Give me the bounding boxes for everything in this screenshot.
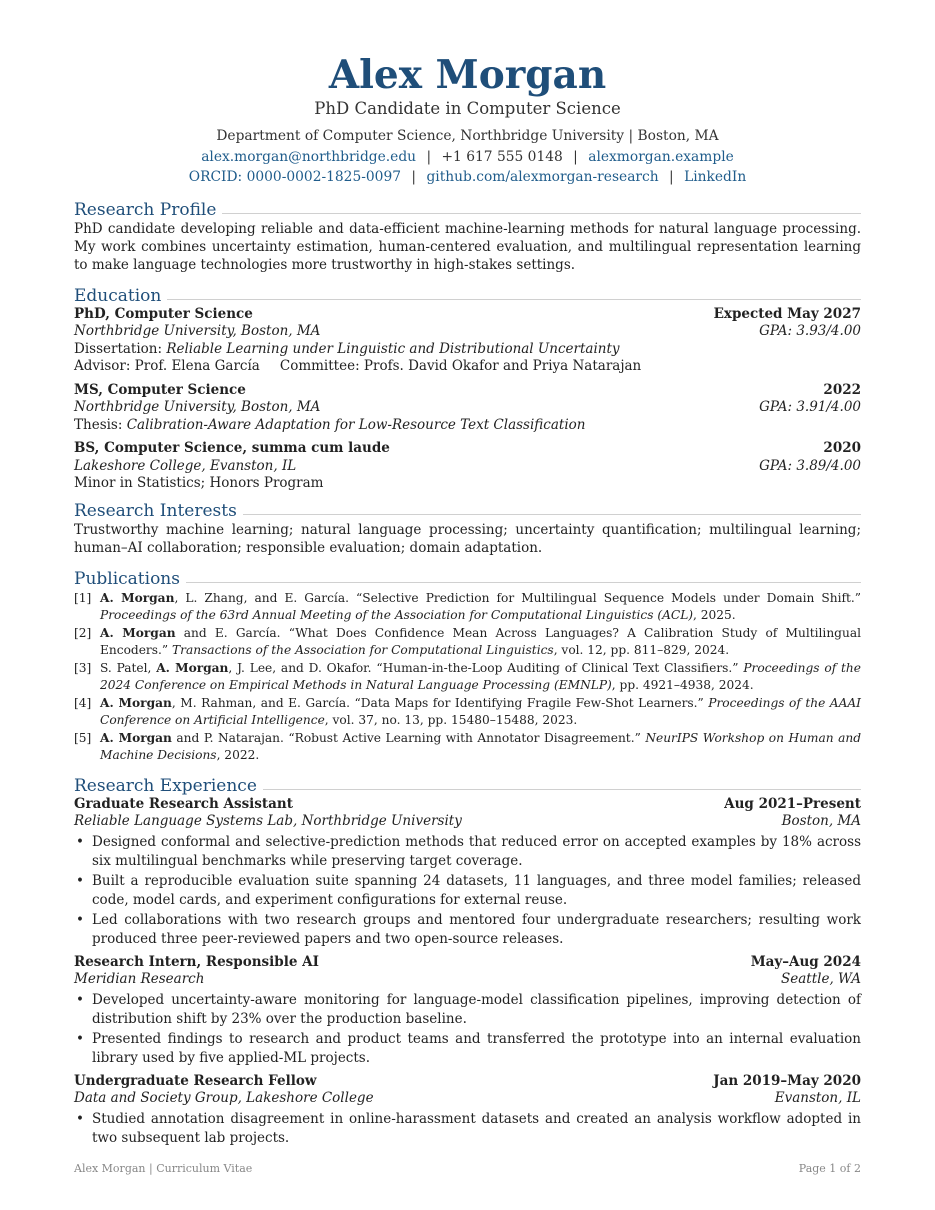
section-heading <box>74 200 861 220</box>
cv-name: Alex Morgan <box>328 52 607 98</box>
job-bullet: • Built a reproducible evaluation suite spanning 24 datasets, 11 languages, and three model families; released code, model cards, and experiment configurations for external reuse. <box>74 872 861 910</box>
affiliation: Department of Computer Science, Northbridge University | Boston, MA <box>216 128 719 144</box>
experience-entry <box>74 1073 861 1148</box>
thesis-title: Calibration-Aware Adaptation for Low-Resource Text Classification <box>126 416 586 433</box>
job-date: Jan 2019–May 2020 <box>713 1072 861 1089</box>
publication-text <box>100 660 861 694</box>
publication-text <box>100 730 861 764</box>
coauthors: and E. García. <box>175 625 281 640</box>
section-title: Education <box>74 286 167 306</box>
section-research-profile <box>74 200 861 274</box>
publication-details: , vol. 12, pp. 811–829, 2024. <box>553 642 730 657</box>
section-education <box>74 286 861 493</box>
school: Northbridge University, Boston, MA <box>74 399 321 415</box>
email-link[interactable]: alex.morgan@northbridge.edu <box>201 148 417 165</box>
thesis-line <box>74 417 861 435</box>
cv-subtitle: PhD Candidate in Computer Science <box>314 99 621 118</box>
degree: MS, Computer Science <box>74 381 246 398</box>
coauthors: and P. Natarajan. <box>171 730 284 745</box>
section-research-experience <box>74 776 861 1148</box>
minor-line: Minor in Statistics; Honors Program <box>74 475 324 491</box>
section-title: Publications <box>74 569 186 589</box>
section-heading <box>74 569 861 589</box>
dissertation-label: Dissertation: <box>74 340 167 357</box>
job-date: Aug 2021–Present <box>724 795 861 812</box>
school: Lakeshore College, Evanston, IL <box>74 457 297 474</box>
separator: | <box>669 169 674 185</box>
publication-title: “Data Maps for Identifying Fragile Few-Shot Learners.” <box>350 695 709 710</box>
self-author: A. Morgan <box>100 590 175 605</box>
job-role: Undergraduate Research Fellow <box>74 1072 317 1089</box>
publication-title: “Human-in-the-Loop Auditing of Clinical Text Classifiers.” <box>371 660 744 675</box>
coauthors: S. Patel, <box>100 660 157 675</box>
contact-line-2 <box>74 167 861 188</box>
education-entry <box>74 382 861 435</box>
education-entry <box>74 440 861 493</box>
job-bullets <box>74 833 861 949</box>
publication-venue: Transactions of the Association for Computational Linguistics <box>171 642 554 657</box>
section-title: Research Profile <box>74 200 222 220</box>
publication-details: , pp. 4921–4938, 2024. <box>611 677 754 692</box>
publication-text <box>100 625 861 659</box>
separator: | <box>426 148 432 165</box>
publication-details: , 2025. <box>693 607 736 622</box>
job-date: May–Aug 2024 <box>750 953 861 970</box>
self-author: A. Morgan <box>156 660 229 675</box>
experience-entry <box>74 796 861 949</box>
github-link[interactable]: github.com/alexmorgan-research <box>426 169 659 185</box>
section-research-interests <box>74 501 861 557</box>
degree: PhD, Computer Science <box>74 305 253 322</box>
interests-text: Trustworthy machine learning; natural language processing; uncertainty quantification; multilingual learning; human–AI collaboration; responsible evaluation; domain adaptation. <box>74 521 861 556</box>
section-heading <box>74 286 861 306</box>
gpa: GPA: 3.89/4.00 <box>759 457 861 474</box>
publication-item <box>74 590 861 624</box>
job-bullets <box>74 991 861 1068</box>
job-organization: Meridian Research <box>74 971 205 987</box>
job-location: Boston, MA <box>781 813 861 829</box>
publication-venue: Proceedings of the 63rd Annual Meeting of the Association for Computational Linguistics (ACL) <box>100 607 694 622</box>
website-link[interactable]: alexmorgan.example <box>588 148 734 165</box>
job-bullet: • Designed conformal and selective-prediction methods that reduced error on accepted examples by 18% across six multilingual benchmarks while preserving target coverage. <box>74 833 861 871</box>
section-title: Research Experience <box>74 776 263 796</box>
self-author: A. Morgan <box>100 625 176 640</box>
separator: | <box>411 169 417 185</box>
section-heading <box>74 501 861 521</box>
section-title: Research Interests <box>74 501 243 521</box>
degree: BS, Computer Science, summa cum laude <box>74 440 390 456</box>
phone-number: +1 617 555 0148 <box>441 148 563 165</box>
publication-list <box>74 590 861 764</box>
self-author: A. Morgan <box>100 695 172 710</box>
publication-item <box>74 625 861 659</box>
publication-item <box>74 730 861 764</box>
gpa: GPA: 3.93/4.00 <box>759 323 861 339</box>
job-location: Evanston, IL <box>774 1090 861 1106</box>
job-bullets <box>74 1110 861 1148</box>
publication-title: “What Does Confidence Mean Across Languages? A Calibration Study of Multilingual Encoders.” <box>100 625 861 657</box>
section-rule <box>74 299 861 300</box>
publication-item <box>74 660 861 694</box>
coauthors: , M. Rahman, and E. García. <box>171 695 351 710</box>
publication-venue: Proceedings of the 2024 Conference on Empirical Methods in Natural Language Processing (EMNLP) <box>100 660 861 692</box>
publication-number: [4] <box>74 695 92 710</box>
advisor: Advisor: Prof. Elena García <box>74 358 260 374</box>
job-organization: Reliable Language Systems Lab, Northbridge University <box>74 813 462 829</box>
contact-line-1 <box>74 147 861 168</box>
publication-text <box>100 695 861 729</box>
job-bullet: • Studied annotation disagreement in online-harassment datasets and created an analysis workflow adopted in two subsequent lab projects. <box>74 1110 861 1148</box>
coauthors: , J. Lee, and D. Okafor. <box>228 660 372 675</box>
job-bullet: • Presented findings to research and product teams and transferred the prototype into an internal evaluation library used by five applied-ML projects. <box>74 1030 861 1068</box>
dissertation-title: Reliable Learning under Linguistic and Distributional Uncertainty <box>166 340 620 357</box>
dissertation-line <box>74 341 861 359</box>
committee: Committee: Profs. David Okafor and Priya Natarajan <box>279 358 642 374</box>
publication-details: , 2022. <box>216 747 260 762</box>
linkedin-link[interactable]: LinkedIn <box>684 169 747 185</box>
contact-block <box>74 126 861 188</box>
experience-entry <box>74 954 861 1068</box>
education-entry <box>74 306 861 376</box>
degree-date: 2020 <box>823 440 861 456</box>
publication-venue: NeurIPS Workshop on Human and Machine Decisions <box>100 730 862 762</box>
section-heading <box>74 776 861 796</box>
cv-page <box>74 52 861 1153</box>
job-role: Graduate Research Assistant <box>74 795 293 812</box>
publication-number: [2] <box>74 625 92 640</box>
job-location: Seattle, WA <box>781 971 861 987</box>
publication-number: [1] <box>74 590 92 605</box>
school: Northbridge University, Boston, MA <box>74 323 321 339</box>
thesis-label: Thesis: <box>74 416 127 433</box>
page-number: Page 1 of 2 <box>798 1162 861 1175</box>
coauthors: , L. Zhang, and E. García. <box>174 590 349 605</box>
publication-item <box>74 695 861 729</box>
publication-details: , vol. 37, no. 13, pp. 15480–15488, 2023. <box>324 712 578 727</box>
gpa: GPA: 3.91/4.00 <box>759 399 861 415</box>
degree-date: 2022 <box>823 381 861 398</box>
job-role: Research Intern, Responsible AI <box>74 953 319 970</box>
publication-text <box>100 590 861 624</box>
advisor-line <box>74 358 861 376</box>
publication-title: “Selective Prediction for Multilingual Sequence Models under Domain Shift.” <box>348 590 862 605</box>
page-footer <box>74 1162 861 1175</box>
profile-text: PhD candidate developing reliable and data-efficient machine-learning methods for natural language processing. My work combines uncertainty estimation, human-centered evaluation, and multilingual representation learning to make language technologies more trustworthy in high-stakes settings. <box>74 220 861 273</box>
separator: | <box>573 148 578 165</box>
job-organization: Data and Society Group, Lakeshore College <box>74 1090 374 1106</box>
section-rule <box>74 582 861 583</box>
publication-number: [5] <box>74 730 92 745</box>
footer-left: Alex Morgan | Curriculum Vitae <box>74 1162 253 1175</box>
publication-venue: Proceedings of the AAAI Conference on Artificial Intelligence <box>100 695 861 727</box>
job-bullet: • Led collaborations with two research groups and mentored four undergraduate researchers; resulting work produced three peer-reviewed papers and two open-source releases. <box>74 911 861 949</box>
publication-title: “Robust Active Learning with Annotator Disagreement.” <box>283 730 646 745</box>
orcid-link[interactable]: ORCID: 0000-0002-1825-0097 <box>188 169 402 185</box>
section-publications <box>74 569 861 764</box>
publication-number: [3] <box>74 660 92 675</box>
job-bullet: • Developed uncertainty-aware monitoring for language-model classification pipelines, improving detection of distribution shift by 23% over the production baseline. <box>74 991 861 1029</box>
degree-date: Expected May 2027 <box>713 305 861 322</box>
self-author: A. Morgan <box>100 730 172 745</box>
